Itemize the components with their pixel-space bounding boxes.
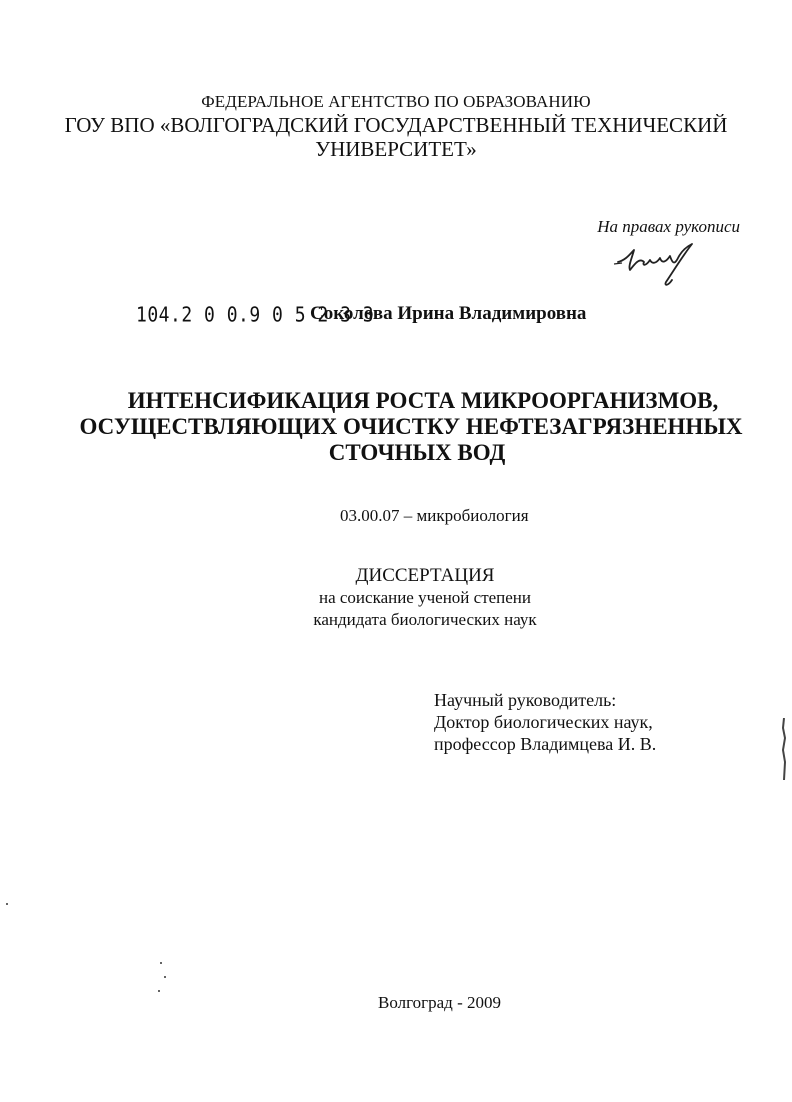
university-name [0, 113, 792, 161]
registration-number: 104.2 0 0.9 0 5 2 3 3 [136, 303, 375, 328]
specialty-code: 03.00.07 – микробиология [340, 506, 529, 525]
university-line-1: ГОУ ВПО «ВОЛГОГРАДСКИЙ ГОСУДАРСТВЕННЫЙ ТЕХНИЧЕСКИЙ [64, 113, 728, 137]
scan-speck [6, 903, 8, 905]
dissertation-title [0, 388, 792, 466]
supervisor-name: профессор Владимцева И. В. [434, 734, 657, 754]
dissertation-heading: ДИССЕРТАЦИЯ [355, 565, 495, 586]
degree-line-1: на соискание ученой степени [318, 588, 532, 607]
supervisor-degree: Доктор биологических наук, [434, 712, 653, 732]
scan-speck [160, 962, 162, 964]
manuscript-note: На правах рукописи [597, 217, 740, 236]
degree-line-2: кандидата биологических наук [313, 610, 537, 629]
scan-edge-mark [780, 718, 788, 780]
title-line-1: ИНТЕНСИФИКАЦИЯ РОСТА МИКРООРГАНИЗМОВ, [127, 388, 719, 413]
university-line-2: УНИВЕРСИТЕТ» [315, 137, 477, 161]
scan-speck [164, 976, 166, 978]
title-line-2: ОСУЩЕСТВЛЯЮЩИХ ОЧИСТКУ НЕФТЕЗАГРЯЗНЕННЫХ [79, 414, 743, 439]
signature [612, 240, 702, 290]
title-line-3: СТОЧНЫХ ВОД [328, 440, 506, 465]
agency-name: ФЕДЕРАЛЬНОЕ АГЕНТСТВО ПО ОБРАЗОВАНИЮ [201, 92, 591, 111]
author-name: Соколова Ирина Владимировна [310, 303, 587, 324]
scan-speck [158, 990, 160, 992]
supervisor-label: Научный руководитель: [434, 690, 617, 710]
city-year: Волгоград - 2009 [378, 993, 501, 1012]
supervisor-block [434, 689, 656, 755]
dissertation-block [300, 565, 550, 631]
